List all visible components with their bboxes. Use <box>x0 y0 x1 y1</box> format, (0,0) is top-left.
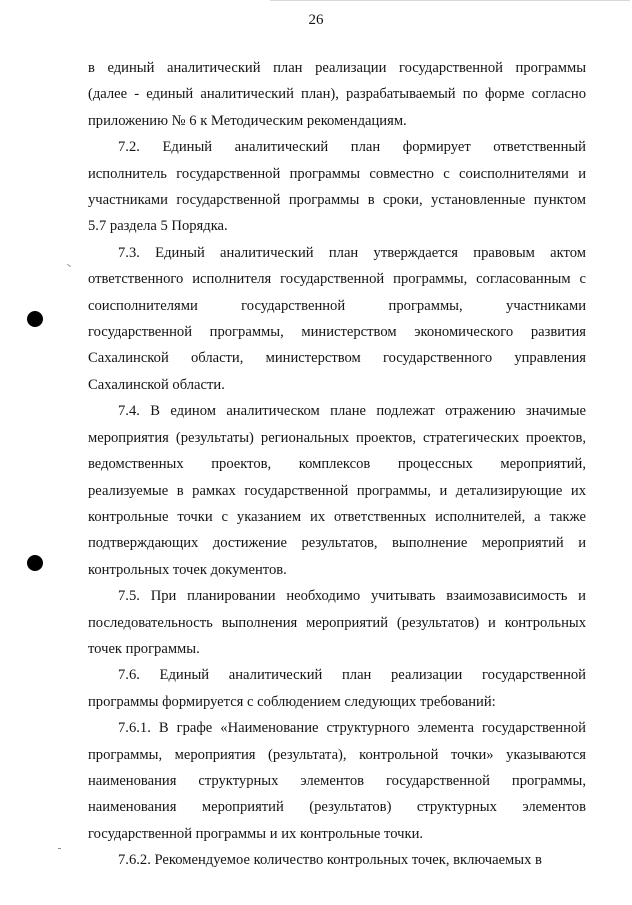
punch-hole-mark <box>27 555 43 571</box>
paragraph-line: участниками государственной программы в сроки, установленные пунктом <box>88 192 586 209</box>
paragraph-line: государственной программы, министерством экономического развития <box>88 324 586 341</box>
paragraph-line: точек программы. <box>88 640 200 657</box>
paragraph-line: приложению № 6 к Методическим рекомендациям. <box>88 112 407 129</box>
page-number: 26 <box>308 12 324 28</box>
paragraph-line: Сахалинской области. <box>88 376 225 393</box>
paragraph-line: 7.6. Единый аналитический план реализации государственной <box>118 667 586 684</box>
paragraph-line: контрольных точек документов. <box>88 561 287 578</box>
paragraph-line: 5.7 раздела 5 Порядка. <box>88 218 228 235</box>
paragraph-line: 7.5. При планировании необходимо учитывать взаимозависимость и <box>118 588 586 605</box>
paragraph-line: наименования мероприятий (результатов) структурных элементов <box>88 799 586 816</box>
paragraph-line: программы формируется с соблюдением следующих требований: <box>88 693 496 710</box>
paragraph-line: программы, мероприятия (результата), контрольной точки» указываются <box>88 746 586 763</box>
scan-edge-shadow <box>270 0 630 1</box>
paragraph-line: Сахалинской области, министерством государственного управления <box>88 350 586 367</box>
paragraph-line: государственной программы и их контрольные точки. <box>88 825 424 842</box>
paragraph-line: в единый аналитический план реализации государственной программы <box>88 60 586 76</box>
paragraph-line: последовательность выполнения мероприятий (результатов) и контрольных <box>88 614 586 631</box>
paragraph-line: исполнитель государственной программы совместно с соисполнителями и <box>88 165 586 182</box>
paragraph-line: мероприятия (результаты) региональных проектов, стратегических проектов, <box>88 429 586 446</box>
scan-speck <box>58 848 61 849</box>
paragraph-line: 7.3. Единый аналитический план утверждается правовым актом <box>118 244 586 261</box>
document-body <box>88 55 586 874</box>
paragraph-line: наименования структурных элементов государственной программы, <box>88 772 586 789</box>
paragraph-line: 7.6.2. Рекомендуемое количество контрольных точек, включаемых в <box>118 852 542 869</box>
paragraph-line: ведомственных проектов, комплексов процессных мероприятий, <box>88 456 586 473</box>
paragraph-line: 7.2. Единый аналитический план формирует ответственный <box>118 139 586 156</box>
paragraph-line: подтверждающих достижение результатов, выполнение мероприятий и <box>88 535 586 552</box>
paragraph-line: (далее - единый аналитический план), разрабатываемый по форме согласно <box>88 86 586 103</box>
paragraph-line: 7.4. В едином аналитическом плане подлежат отражению значимые <box>118 403 586 420</box>
paragraph-line: контрольные точки с указанием их ответственных исполнителей, а также <box>88 508 586 525</box>
paragraph-line: соисполнителями государственной программы, участниками <box>88 297 586 314</box>
punch-hole-mark <box>27 311 43 327</box>
scan-speck <box>67 264 71 267</box>
paragraph-line: ответственного исполнителя государственной программы, согласованным с <box>88 271 586 288</box>
paragraph-line: реализуемые в рамках государственной программы, и детализирующие их <box>88 482 586 499</box>
paragraph-line: 7.6.1. В графе «Наименование структурного элемента государственной <box>118 720 586 737</box>
